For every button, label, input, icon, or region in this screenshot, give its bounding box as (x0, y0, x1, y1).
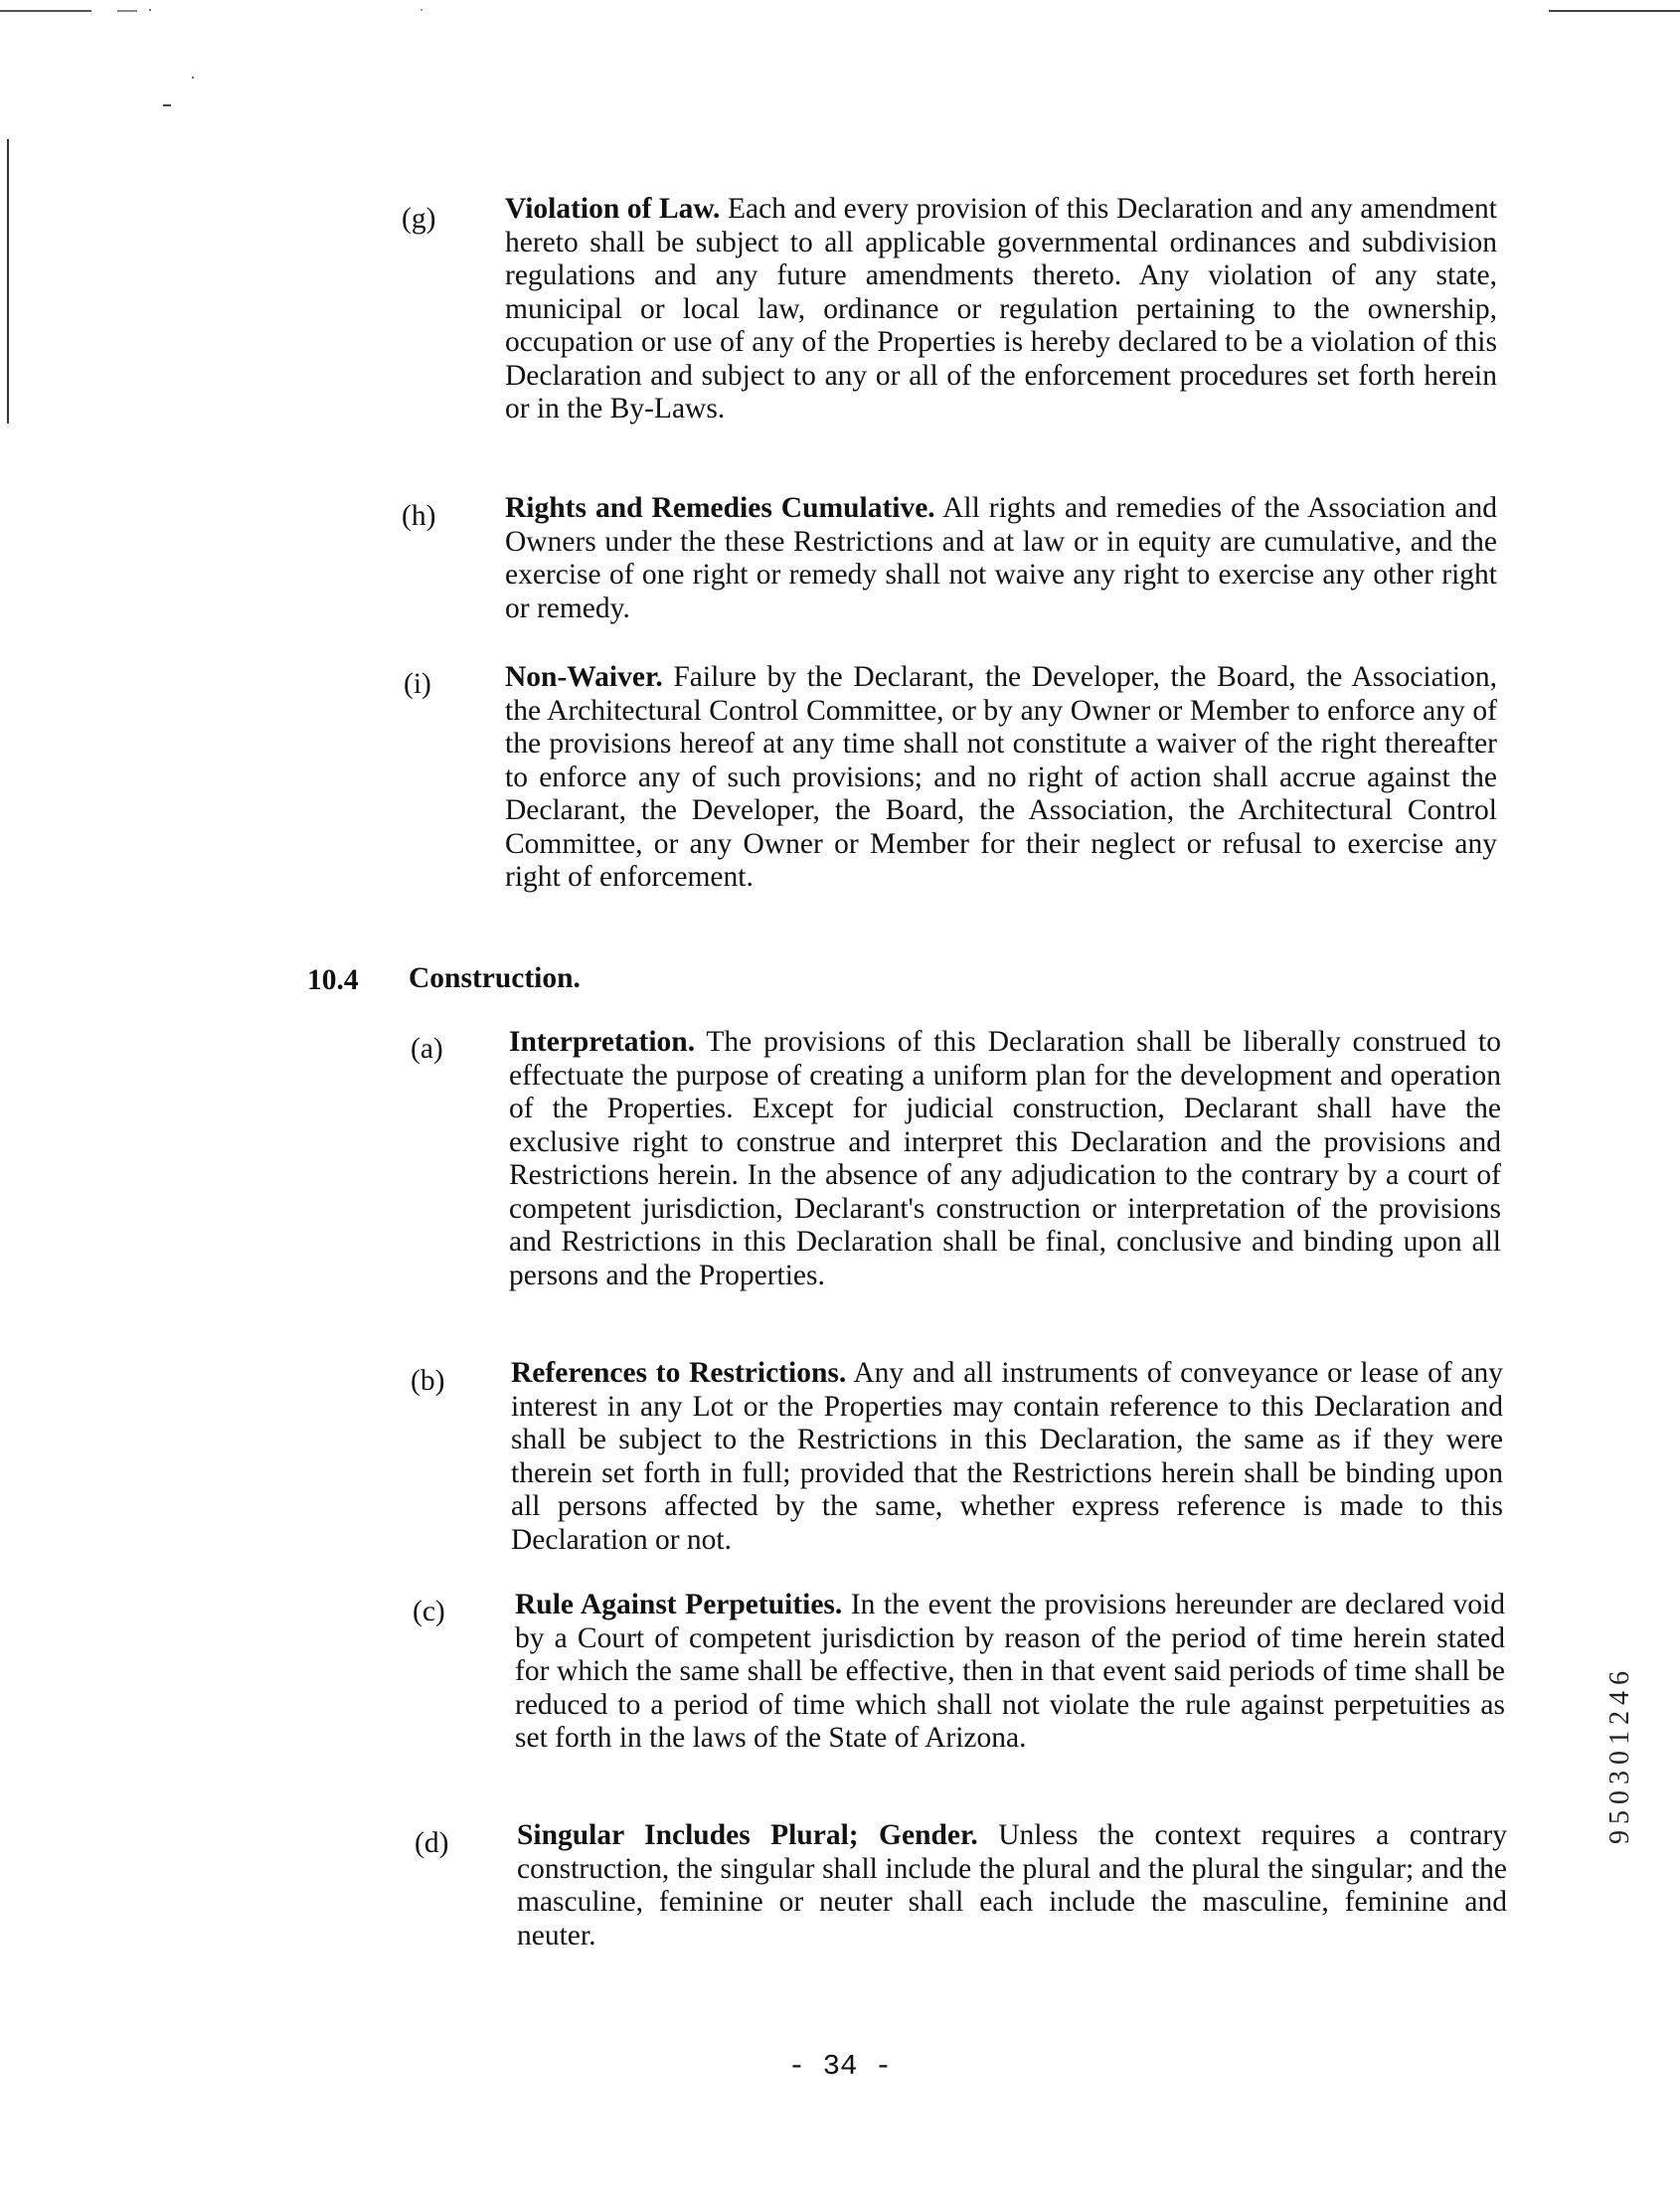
paragraph-text: Unless the context requires a contrary construction, the singular shall include the plural and the plural the singular; and the masculine, feminine or neuter shall each include the masculine, feminine and neuter. (517, 1819, 1507, 1951)
paragraph-heading: Violation of Law. (505, 193, 721, 225)
scan-artifact-dash (163, 104, 171, 106)
paragraph-text: All rights and remedies of the Association and Owners under the these Restrictions and at law or in equity are cumulative, and the exercise of one right or remedy shall not waive any right to exercise any other right or remedy. (505, 492, 1498, 624)
scan-artifact-dot (192, 77, 194, 79)
paragraph-text: Any and all instruments of conveyance or lease of any interest in any Lot or the Properties may contain reference to this Declaration and shall be subject to the Restrictions in this Declaration, the same as if they were therein set forth in full; provided that the Restrictions herein shall be binding upon all persons affected by the same, whether express reference is made to this Declaration or not. (511, 1357, 1504, 1556)
paragraph-heading: References to Restrictions. (511, 1357, 847, 1389)
paragraph-text: In the event the provisions hereunder are declared void by a Court of competent jurisdiction by reason of the period of time herein stated for which the same shall be effective, then in that event said periods of time shall be reduced to a period of time which shall not violate the rule against perpetuities as set forth in the laws of the State of Arizona. (515, 1589, 1505, 1754)
item-label-b: (b) (411, 1365, 445, 1397)
paragraph-heading: Singular Includes Plural; Gender. (517, 1819, 978, 1851)
paragraph-heading: Interpretation. (509, 1026, 696, 1058)
scan-artifact-line (1549, 10, 1680, 12)
item-label-i: (i) (404, 668, 431, 700)
scan-artifact-dot (420, 9, 422, 11)
paragraph-text: The provisions of this Declaration shall be liberally construed to effectuate the purpose of creating a uniform plan for the development and operation of the Properties. Except for judicial construction, Declarant shall have the exclusive right to construe and interpret this Declaration and the provisions and Restrictions herein. In the absence of any adjudication to the contrary by a court of competent jurisdiction, Declarant's construction or interpretation of the provisions and Restrictions in this Declaration shall be final, conclusive and binding upon all persons and the Properties. (509, 1026, 1501, 1291)
paragraph-text: Failure by the Declarant, the Developer, the Board, the Association, the Architectural Control Committee, or by any Owner or Member to enforce any of the provisions hereof at any time shall not constitute a waiver of the right thereafter to enforce any of such provisions; and no right of action shall accrue against the Declarant, the Developer, the Board, the Association, the Architectural Control Committee, or any Owner or Member for their neglect or refusal to exercise any right of enforcement. (505, 661, 1497, 893)
item-label-c: (c) (413, 1596, 445, 1627)
paragraph-heading: Non-Waiver. (505, 661, 663, 693)
scan-artifact-margin-line (7, 139, 9, 424)
section-number: 10.4 (307, 964, 359, 996)
section-title: Construction. (409, 962, 581, 994)
paragraph-rights-and-remedies (505, 492, 1497, 625)
paragraph-heading: Rule Against Perpetuities. (515, 1589, 843, 1620)
item-label-g: (g) (402, 203, 436, 235)
paragraph-text: Each and every provision of this Declaration and any amendment hereto shall be subject to all applicable governmental ordinances and subdivision regulations and any future amendments thereto. Any violation of any state, municipal or local law, ordinance or regulation pertaining to the ownership, occupation or use of any of the Properties is hereby declared to be a violation of this Declaration and subject to any or all of the enforcement procedures set forth herein or in the By-Laws. (505, 193, 1497, 424)
scan-artifact-dash (117, 10, 137, 12)
item-label-h: (h) (402, 500, 436, 532)
paragraph-singular-includes-plural (517, 1819, 1507, 1952)
scan-artifact-line (0, 10, 91, 12)
paragraph-non-waiver (505, 661, 1497, 895)
paragraph-rule-against-perpetuities (515, 1589, 1505, 1756)
paragraph-violation-of-law (505, 193, 1497, 426)
paragraph-references-to-restrictions (511, 1357, 1503, 1557)
recording-stamp (1604, 1591, 1648, 1919)
recording-stamp-digits: 950301246 (1604, 1665, 1635, 1844)
item-label-a: (a) (411, 1033, 443, 1065)
paragraph-interpretation (509, 1026, 1501, 1292)
scan-artifact-dot (149, 9, 151, 11)
item-label-d: (d) (415, 1827, 449, 1859)
paragraph-heading: Rights and Remedies Cumulative. (505, 492, 935, 524)
page-number: - 34 - (787, 2050, 893, 2083)
